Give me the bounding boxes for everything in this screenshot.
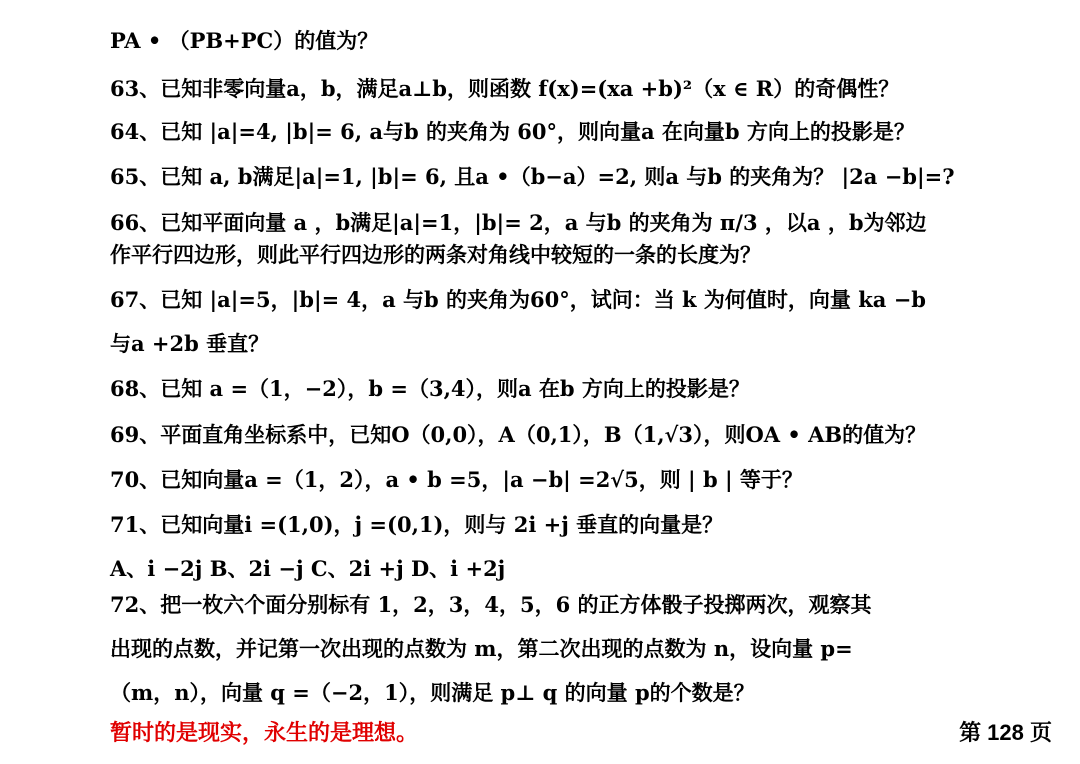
question-72: 72、把一枚六个面分别标有 1，2，3，4，5，6 的正方体骰子投掷两次，观察其 xyxy=(110,592,872,617)
question-72-cont2: （m，n），向量 q =（−2，1），则满足 p⊥ q 的向量 p的个数是？ xyxy=(110,680,755,705)
line-62-end: PA • （PB+PC）的值为？ xyxy=(110,28,379,53)
question-71: 71、已知向量i =(1,0)，j =(0,1)，则与 2i +j 垂直的向量是？ xyxy=(110,512,724,537)
question-64: 64、已知 |a|=4, |b|= 6, a与b 的夹角为 60°，则向量a 在向量b 方向上的投影是？ xyxy=(110,119,915,144)
question-68: 68、已知 a =（1，−2），b =（3,4），则a 在b 方向上的投影是？ xyxy=(110,376,750,401)
footer-motto: 暂时的是现实，永生的是理想。 xyxy=(110,720,419,746)
question-67-cont: 与a +2b 垂直？ xyxy=(110,331,270,356)
page-number: 第 128 页 xyxy=(959,720,1052,745)
question-72-cont1: 出现的点数，并记第一次出现的点数为 m，第二次出现的点数为 n，设向量 p= xyxy=(110,636,853,661)
question-66: 66、已知平面向量 a ，b满足|a|=1，|b|= 2，a 与b 的夹角为 π/3 ，以a ，b为邻边 xyxy=(110,210,927,235)
question-67: 67、已知 |a|=5，|b|= 4，a 与b 的夹角为60°，试问：当 k 为何值时，向量 ka −b xyxy=(110,287,926,312)
question-65: 65、已知 a, b满足|a|=1, |b|= 6, 且a •（b−a）=2, 则a 与b 的夹角为？ |2a −b|=? xyxy=(110,164,955,189)
question-70: 70、已知向量a =（1，2），a • b =5，|a −b| =2√5，则 | b | 等于？ xyxy=(110,467,803,492)
question-69: 69、平面直角坐标系中，已知O（0,0），A（0,1），B（1,√3），则OA • AB的值为？ xyxy=(110,422,927,447)
question-71-options: A、i −2j B、2i −j C、2i +j D、i +2j xyxy=(110,556,506,581)
question-63: 63、已知非零向量a，b，满足a⊥b，则函数 f(x)=(xa +b)²（x ∈ R）的奇偶性？ xyxy=(110,76,900,101)
question-66-cont: 作平行四边形，则此平行四边形的两条对角线中较短的一条的长度为？ xyxy=(110,242,761,267)
